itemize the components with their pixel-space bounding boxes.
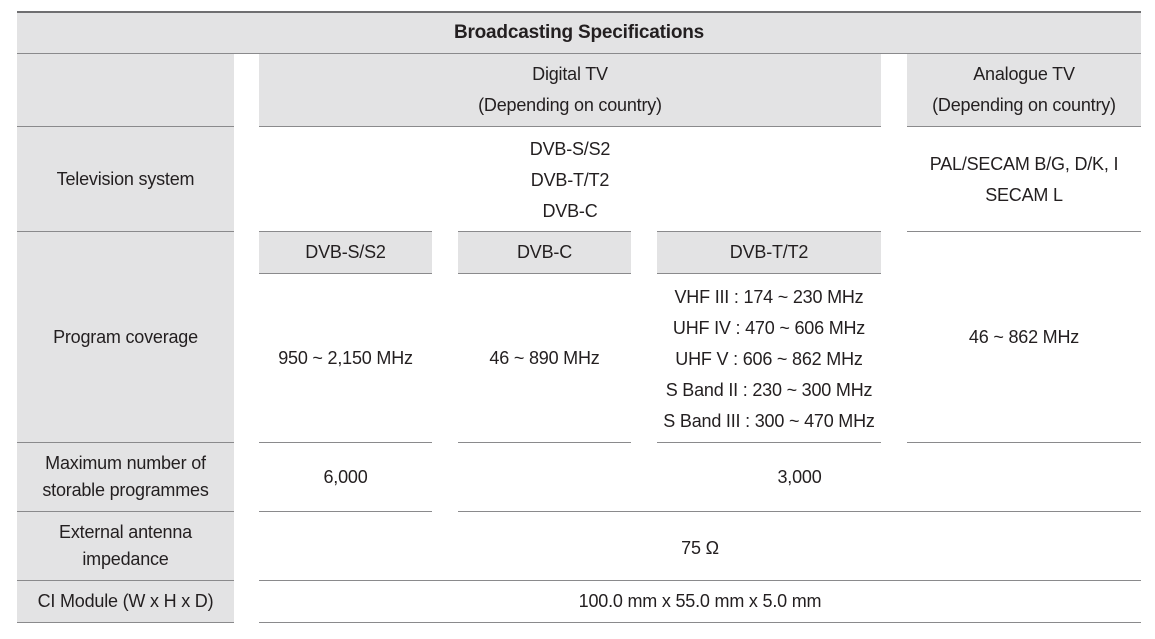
ci-module-label: CI Module (W x H x D) bbox=[37, 591, 214, 611]
digital-system-dvbc: DVB-C bbox=[542, 200, 598, 221]
subheader-dvbc: DVB-C bbox=[516, 242, 572, 262]
digital-tv-note: (Depending on country) bbox=[478, 95, 662, 115]
coverage-analogue-value: 46 ~ 862 MHz bbox=[968, 326, 1080, 347]
title-rule bbox=[17, 53, 1141, 54]
antenna-impedance-value: 75 Ω bbox=[681, 537, 719, 558]
television-system-digital bbox=[259, 132, 881, 228]
antenna-impedance-label bbox=[17, 512, 234, 580]
header-rule-analogue bbox=[907, 126, 1141, 127]
band-s-band-iii: S Band III : 300 ~ 470 MHz bbox=[663, 410, 875, 431]
digital-system-dvbt: DVB-T/T2 bbox=[530, 169, 610, 190]
subheader-dvbt: DVB-T/T2 bbox=[729, 242, 809, 262]
max-programmes-others-value: 3,000 bbox=[777, 466, 822, 487]
digital-system-dvbs: DVB-S/S2 bbox=[529, 138, 611, 159]
coverage-dvbt-values bbox=[657, 279, 881, 439]
coverage-dvbc-value: 46 ~ 890 MHz bbox=[489, 347, 600, 368]
band-uhf-v: UHF V : 606 ~ 862 MHz bbox=[675, 348, 863, 369]
band-s-band-ii: S Band II : 230 ~ 300 MHz bbox=[665, 379, 873, 400]
television-system-analogue bbox=[907, 148, 1141, 212]
analogue-tv-header bbox=[907, 57, 1141, 123]
band-uhf-iv: UHF IV : 470 ~ 606 MHz bbox=[672, 317, 866, 338]
bottom-rule-label bbox=[17, 622, 234, 623]
max-programmes-label-line-2: storable programmes bbox=[42, 480, 209, 500]
antenna-label-line-1: External antenna bbox=[59, 522, 192, 542]
antenna-label-line-2: impedance bbox=[82, 549, 169, 569]
digital-tv-name: Digital TV bbox=[532, 64, 608, 84]
max-programmes-dvbs-value: 6,000 bbox=[323, 466, 368, 487]
coverage-dvbs-value: 950 ~ 2,150 MHz bbox=[278, 347, 413, 368]
program-coverage-label: Program coverage bbox=[53, 326, 198, 347]
max-programmes-label-line-1: Maximum number of bbox=[45, 453, 206, 473]
analogue-system-line-1: PAL/SECAM B/G, D/K, I bbox=[929, 154, 1119, 174]
analogue-tv-name: Analogue TV bbox=[973, 64, 1075, 84]
television-system-label: Television system bbox=[56, 168, 195, 189]
ci-module-value: 100.0 mm x 55.0 mm x 5.0 mm bbox=[578, 591, 822, 611]
subheader-dvbs: DVB-S/S2 bbox=[305, 242, 386, 262]
band-vhf-iii: VHF III : 174 ~ 230 MHz bbox=[674, 286, 864, 307]
header-rule-digital bbox=[259, 126, 881, 127]
table-title: Broadcasting Specifications bbox=[453, 22, 705, 43]
max-programmes-label bbox=[17, 443, 234, 511]
bottom-rule-value bbox=[259, 622, 1141, 623]
analogue-tv-note: (Depending on country) bbox=[932, 95, 1116, 115]
digital-tv-header bbox=[259, 57, 881, 123]
subheader-rule-dvbt bbox=[657, 273, 881, 274]
analogue-system-line-2: SECAM L bbox=[985, 185, 1063, 205]
